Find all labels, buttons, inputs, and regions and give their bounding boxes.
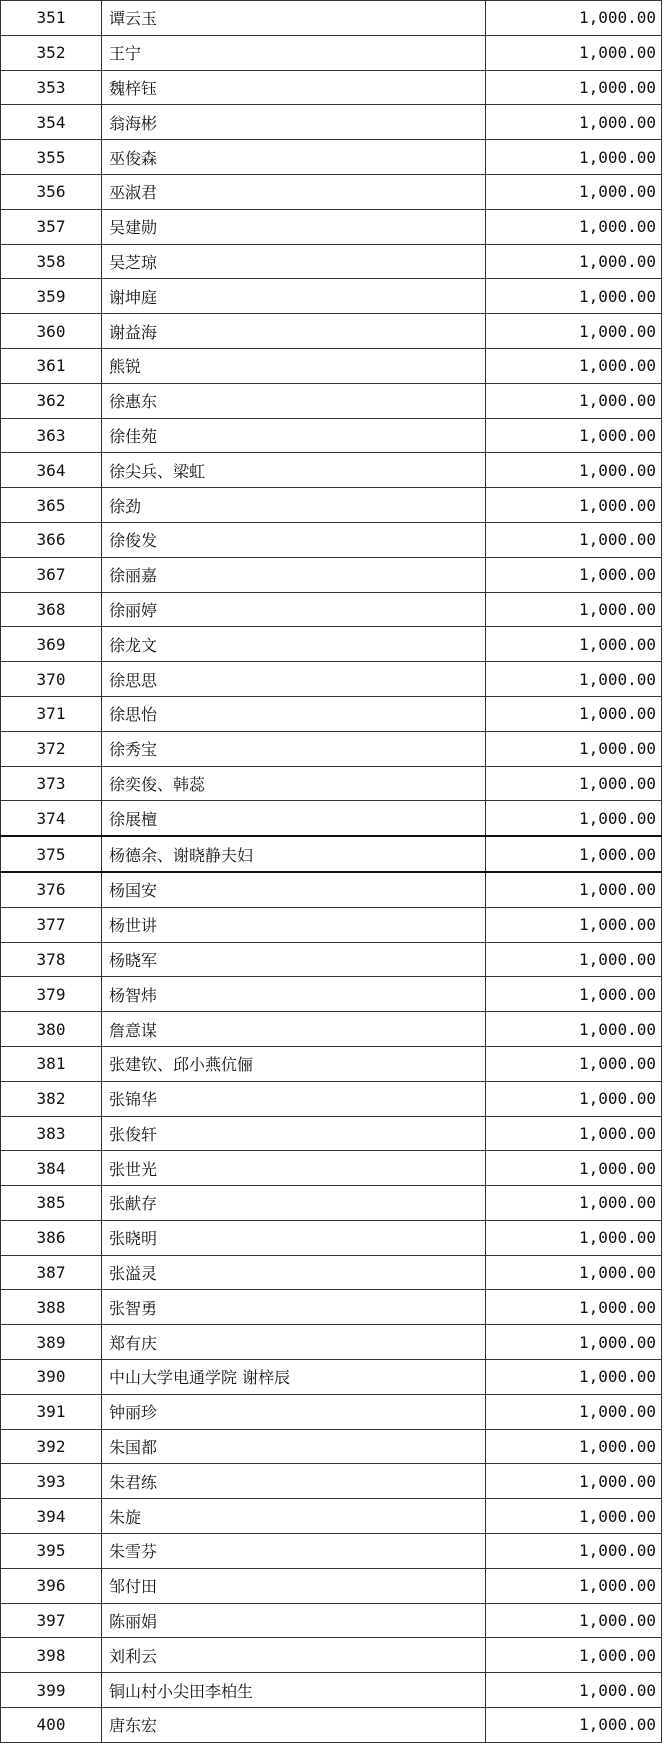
donor-name: 张世光 (102, 1151, 486, 1186)
table-row (1, 174, 662, 209)
table-row (1, 696, 662, 731)
table-row (1, 383, 662, 418)
donor-name: 翁海彬 (102, 105, 486, 140)
donation-amount: 1,000.00 (486, 1116, 662, 1151)
row-number: 387 (1, 1255, 102, 1290)
table-row (1, 1186, 662, 1221)
donor-name: 徐佳苑 (102, 418, 486, 453)
row-number: 384 (1, 1151, 102, 1186)
donation-amount: 1,000.00 (486, 592, 662, 627)
donation-amount: 1,000.00 (486, 557, 662, 592)
table-row (1, 1603, 662, 1638)
table-row (1, 453, 662, 488)
donation-amount: 1,000.00 (486, 977, 662, 1012)
donor-name: 朱雪芬 (102, 1534, 486, 1569)
donor-name: 巫俊森 (102, 140, 486, 175)
table-row (1, 1046, 662, 1081)
donation-table-body (1, 1, 662, 1743)
row-number: 391 (1, 1394, 102, 1429)
donor-name: 魏梓钰 (102, 70, 486, 105)
table-row (1, 836, 662, 872)
donor-name: 张建钦、邱小燕伉俪 (102, 1046, 486, 1081)
row-number: 351 (1, 1, 102, 36)
row-number: 385 (1, 1186, 102, 1221)
table-row (1, 1255, 662, 1290)
donor-name: 徐丽嘉 (102, 557, 486, 592)
row-number: 371 (1, 696, 102, 731)
table-row (1, 1708, 662, 1743)
table-row (1, 766, 662, 801)
donation-amount: 1,000.00 (486, 140, 662, 175)
donor-name: 杨晓军 (102, 942, 486, 977)
donation-amount: 1,000.00 (486, 1220, 662, 1255)
donation-amount: 1,000.00 (486, 872, 662, 907)
table-row (1, 418, 662, 453)
row-number: 389 (1, 1325, 102, 1360)
donation-amount: 1,000.00 (486, 70, 662, 105)
donation-amount: 1,000.00 (486, 907, 662, 942)
donation-amount: 1,000.00 (486, 1, 662, 36)
donor-name: 邹付田 (102, 1568, 486, 1603)
donation-amount: 1,000.00 (486, 1673, 662, 1708)
table-row (1, 592, 662, 627)
donor-name: 刘利云 (102, 1638, 486, 1673)
donation-amount: 1,000.00 (486, 174, 662, 209)
donor-name: 朱君练 (102, 1464, 486, 1499)
donation-amount: 1,000.00 (486, 942, 662, 977)
donor-name: 徐秀宝 (102, 731, 486, 766)
donation-amount: 1,000.00 (486, 453, 662, 488)
donor-name: 王宁 (102, 35, 486, 70)
row-number: 357 (1, 209, 102, 244)
donation-amount: 1,000.00 (486, 836, 662, 872)
donor-name: 徐尖兵、梁虹 (102, 453, 486, 488)
donor-name: 唐东宏 (102, 1708, 486, 1743)
donor-name: 熊锐 (102, 348, 486, 383)
donor-name: 张锦华 (102, 1081, 486, 1116)
row-number: 367 (1, 557, 102, 592)
table-row (1, 907, 662, 942)
row-number: 382 (1, 1081, 102, 1116)
donor-name: 郑有庆 (102, 1325, 486, 1360)
row-number: 386 (1, 1220, 102, 1255)
table-row (1, 1290, 662, 1325)
donation-amount: 1,000.00 (486, 1012, 662, 1047)
table-row (1, 105, 662, 140)
donor-name: 巫淑君 (102, 174, 486, 209)
donation-amount: 1,000.00 (486, 279, 662, 314)
donation-amount: 1,000.00 (486, 1534, 662, 1569)
row-number: 354 (1, 105, 102, 140)
donation-amount: 1,000.00 (486, 522, 662, 557)
donor-name: 陈丽娟 (102, 1603, 486, 1638)
donation-amount: 1,000.00 (486, 209, 662, 244)
donation-amount: 1,000.00 (486, 1708, 662, 1743)
table-row (1, 1534, 662, 1569)
row-number: 399 (1, 1673, 102, 1708)
table-row (1, 1081, 662, 1116)
donation-amount: 1,000.00 (486, 1394, 662, 1429)
donation-amount: 1,000.00 (486, 1603, 662, 1638)
row-number: 362 (1, 383, 102, 418)
row-number: 375 (1, 836, 102, 872)
donation-amount: 1,000.00 (486, 1568, 662, 1603)
donation-amount: 1,000.00 (486, 314, 662, 349)
table-row (1, 557, 662, 592)
row-number: 378 (1, 942, 102, 977)
row-number: 395 (1, 1534, 102, 1569)
donor-name: 谢益海 (102, 314, 486, 349)
donor-name: 杨国安 (102, 872, 486, 907)
table-row (1, 140, 662, 175)
table-row (1, 801, 662, 836)
donation-amount: 1,000.00 (486, 766, 662, 801)
row-number: 396 (1, 1568, 102, 1603)
row-number: 352 (1, 35, 102, 70)
donor-name: 徐惠东 (102, 383, 486, 418)
donor-name: 谭云玉 (102, 1, 486, 36)
donation-amount: 1,000.00 (486, 35, 662, 70)
row-number: 363 (1, 418, 102, 453)
row-number: 361 (1, 348, 102, 383)
row-number: 370 (1, 662, 102, 697)
donor-name: 张溢灵 (102, 1255, 486, 1290)
donor-name: 中山大学电通学院 谢梓辰 (102, 1360, 486, 1395)
table-row (1, 1568, 662, 1603)
donation-amount: 1,000.00 (486, 244, 662, 279)
donation-amount: 1,000.00 (486, 627, 662, 662)
table-row (1, 209, 662, 244)
donation-amount: 1,000.00 (486, 1464, 662, 1499)
table-row (1, 522, 662, 557)
donor-name: 张俊轩 (102, 1116, 486, 1151)
donation-amount: 1,000.00 (486, 696, 662, 731)
row-number: 394 (1, 1499, 102, 1534)
table-row (1, 627, 662, 662)
donation-amount: 1,000.00 (486, 1290, 662, 1325)
donation-amount: 1,000.00 (486, 1186, 662, 1221)
row-number: 369 (1, 627, 102, 662)
table-row (1, 1325, 662, 1360)
donation-amount: 1,000.00 (486, 1255, 662, 1290)
donor-name: 朱国都 (102, 1429, 486, 1464)
row-number: 373 (1, 766, 102, 801)
donor-name: 谢坤庭 (102, 279, 486, 314)
donation-amount: 1,000.00 (486, 383, 662, 418)
row-number: 360 (1, 314, 102, 349)
table-row (1, 872, 662, 907)
row-number: 381 (1, 1046, 102, 1081)
table-row (1, 977, 662, 1012)
row-number: 376 (1, 872, 102, 907)
donor-name: 吴芝琼 (102, 244, 486, 279)
row-number: 365 (1, 488, 102, 523)
donation-amount: 1,000.00 (486, 731, 662, 766)
donation-amount: 1,000.00 (486, 488, 662, 523)
row-number: 390 (1, 1360, 102, 1395)
row-number: 359 (1, 279, 102, 314)
donor-name: 杨世讲 (102, 907, 486, 942)
table-row (1, 1, 662, 36)
row-number: 353 (1, 70, 102, 105)
row-number: 400 (1, 1708, 102, 1743)
table-row (1, 662, 662, 697)
table-row (1, 1220, 662, 1255)
donor-name: 徐奕俊、韩蕊 (102, 766, 486, 801)
table-row (1, 1012, 662, 1047)
donation-amount: 1,000.00 (486, 348, 662, 383)
donation-amount: 1,000.00 (486, 1360, 662, 1395)
table-row (1, 731, 662, 766)
table-row (1, 1464, 662, 1499)
table-row (1, 1429, 662, 1464)
table-row (1, 1638, 662, 1673)
row-number: 372 (1, 731, 102, 766)
row-number: 366 (1, 522, 102, 557)
table-row (1, 1116, 662, 1151)
table-row (1, 35, 662, 70)
donor-name: 朱旋 (102, 1499, 486, 1534)
row-number: 379 (1, 977, 102, 1012)
row-number: 374 (1, 801, 102, 836)
table-row (1, 279, 662, 314)
donor-name: 徐丽婷 (102, 592, 486, 627)
row-number: 383 (1, 1116, 102, 1151)
row-number: 358 (1, 244, 102, 279)
row-number: 380 (1, 1012, 102, 1047)
donation-amount: 1,000.00 (486, 105, 662, 140)
donation-amount: 1,000.00 (486, 1499, 662, 1534)
donation-amount: 1,000.00 (486, 1081, 662, 1116)
table-row (1, 348, 662, 383)
donor-name: 张智勇 (102, 1290, 486, 1325)
donation-amount: 1,000.00 (486, 662, 662, 697)
table-row (1, 1499, 662, 1534)
donation-amount: 1,000.00 (486, 418, 662, 453)
donor-name: 吴建勋 (102, 209, 486, 244)
table-row (1, 1360, 662, 1395)
donor-name: 铜山村小尖田李柏生 (102, 1673, 486, 1708)
table-row (1, 942, 662, 977)
table-row (1, 70, 662, 105)
donation-amount: 1,000.00 (486, 1638, 662, 1673)
donor-name: 徐俊发 (102, 522, 486, 557)
donor-name: 张晓明 (102, 1220, 486, 1255)
donor-name: 张献存 (102, 1186, 486, 1221)
donation-amount: 1,000.00 (486, 1325, 662, 1360)
donation-amount: 1,000.00 (486, 1151, 662, 1186)
table-row (1, 488, 662, 523)
donor-name: 詹意谋 (102, 1012, 486, 1047)
row-number: 392 (1, 1429, 102, 1464)
donation-amount: 1,000.00 (486, 801, 662, 836)
donation-amount: 1,000.00 (486, 1046, 662, 1081)
table-row (1, 1151, 662, 1186)
donor-name: 徐劲 (102, 488, 486, 523)
donor-name: 杨智炜 (102, 977, 486, 1012)
row-number: 388 (1, 1290, 102, 1325)
row-number: 355 (1, 140, 102, 175)
table-row (1, 1673, 662, 1708)
row-number: 364 (1, 453, 102, 488)
table-row (1, 244, 662, 279)
table-row (1, 314, 662, 349)
donor-name: 杨德余、谢晓静夫妇 (102, 836, 486, 872)
row-number: 398 (1, 1638, 102, 1673)
row-number: 393 (1, 1464, 102, 1499)
donor-name: 徐思思 (102, 662, 486, 697)
row-number: 397 (1, 1603, 102, 1638)
donor-name: 徐思怡 (102, 696, 486, 731)
donor-name: 徐龙文 (102, 627, 486, 662)
row-number: 356 (1, 174, 102, 209)
row-number: 368 (1, 592, 102, 627)
donor-name: 徐展檀 (102, 801, 486, 836)
table-row (1, 1394, 662, 1429)
donation-amount: 1,000.00 (486, 1429, 662, 1464)
row-number: 377 (1, 907, 102, 942)
donor-name: 钟丽珍 (102, 1394, 486, 1429)
